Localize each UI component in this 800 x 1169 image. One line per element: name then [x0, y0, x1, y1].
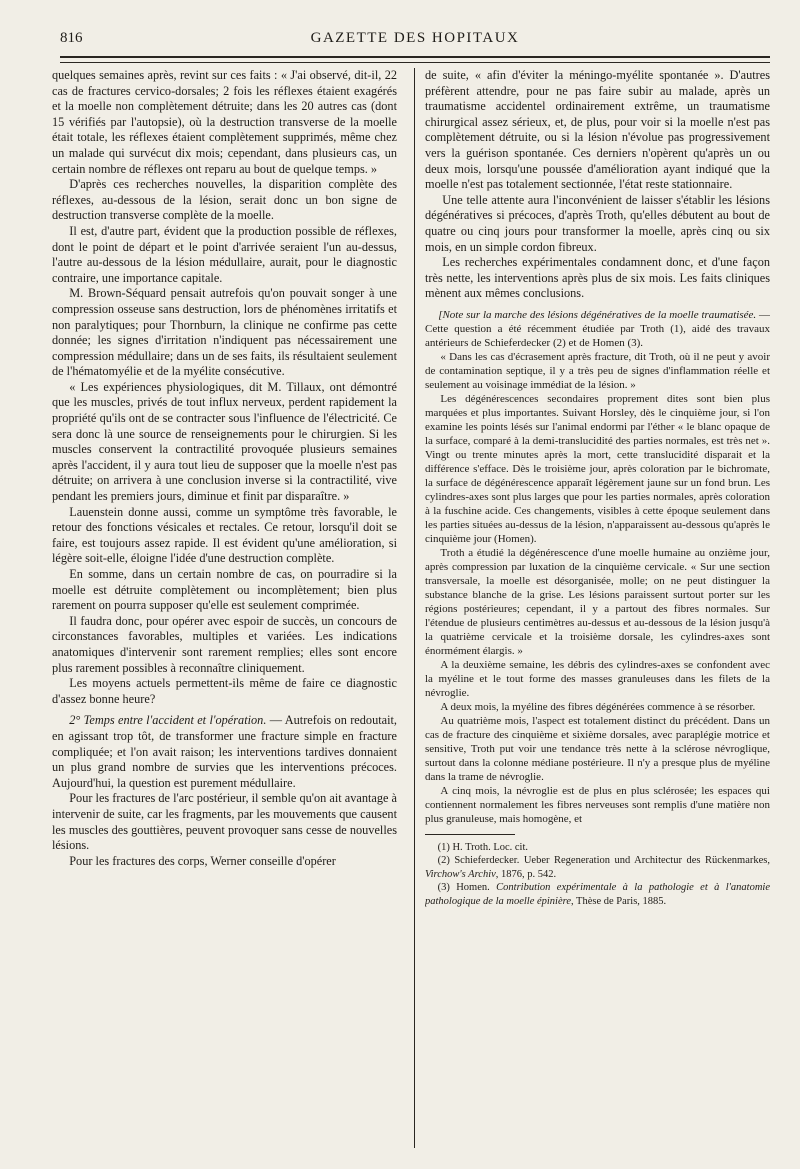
page-number: 816	[60, 30, 83, 46]
section-2-heading: 2° Temps entre l'accident et l'opération.	[69, 713, 267, 728]
paragraph: Les recherches expérimentales condamnent donc, et d'une façon très nette, les interventions après plus de six mois. Les faits cliniques mènent aux mêmes conclusions.	[425, 255, 770, 301]
footnote-work: Virchow's Archiv	[425, 868, 496, 880]
section-2-text: — Autrefois on redoutait, en agissant trop tôt, de transformer une fracture simple en fracture compliquée; et l'on avait raison; les interventions tardives donnaient un plus grand nombre de survies que les interventions précoces. Aujourd'hui, la question est purement médullaire.	[52, 713, 397, 790]
paragraph: A deux mois, la myéline des fibres dégénérées commence à se résorber.	[440, 700, 756, 713]
footnote-ref: , 1876, p. 542.	[495, 868, 557, 880]
footnote-work: Contribution expérimentale à la pathologie et à l'anatomie pathologique de la moelle épinière	[425, 882, 770, 907]
footnote-author: (2) Schieferdecker. Ueber Regeneration und Architectur des Rückenmarkes,	[437, 855, 770, 867]
note-paragraph	[425, 308, 770, 350]
header-rule-thin	[60, 62, 770, 63]
journal-title: GAZETTE DES HOPITAUX	[310, 30, 520, 46]
paragraph: A cinq mois, la névroglie est de plus en plus sclérosée; les espaces qui contiennent normalement les fibres nerveuses sont remplis d'une matière non plus granuleuse, mais homogène, et	[425, 784, 770, 825]
paragraph: Il est, d'autre part, évident que la production possible de réflexes, dont le point de départ et le point d'arrivée seraient l'un au-dessus, l'autre au-dessous de la lésion médullaire, aurait, pour le diagnostic contraire, une importance capitale.	[52, 223, 397, 285]
paragraph: Troth a étudié la dégénérescence d'une moelle humaine au onzième jour, après compression par luxation de la cinquième cervicale. « Sur une section transversale, la moelle est désorganisée, molle; on ne peut distinguer la substance blanche de la grise. Les lésions paraissent surtout porter sur les régions postérieures; cependant, il y a partout des fibres normales. Sur l'étendue de plusieurs centimètres au-dessus et au-dessous de la lésion jusqu'à la quatrième cervicale et la troisième dorsale, les cylindres-axes sont énormément élargis. »	[425, 546, 770, 657]
footnote	[425, 881, 770, 908]
header-rule-thick	[60, 56, 770, 58]
paragraph: Une telle attente aura l'inconvénient de laisser s'établir les lésions dégénératives si précoces, d'après Troth, qu'elles débutent au bout de quatre ou cinq jours pour transformer la moelle, après cinq ou six mois, en un simple cordon fibreux.	[425, 192, 770, 254]
paragraph: D'après ces recherches nouvelles, la disparition complète des réflexes, au-dessous de la lésion, serait donc un bon signe de destruction transverse complète de la moelle.	[52, 177, 397, 223]
section-2-paragraph	[52, 713, 397, 791]
footnote	[425, 854, 770, 881]
paragraph: Les moyens actuels permettent-ils même de faire ce diagnostic d'assez bonne heure?	[52, 676, 397, 706]
left-column	[52, 68, 397, 1148]
column-divider	[414, 68, 415, 1148]
paragraph: Lauenstein donne aussi, comme un symptôme très favorable, le retour des fonctions vésicales et rectales. Ce retour, lorsqu'il doit se faire, est toujours assez rapide. Il est évident qu'une amélioration, si légère soit-elle, éloigne l'idée d'une destruction complète.	[52, 504, 397, 566]
paragraph: Il faudra donc, pour opérer avec espoir de succès, un concours de circonstances favorables, multiples et variées. Les indications anatomiques d'intervenir sont rarement remplies; elles sont encore plus rarement possibles à reconnaître cliniquement.	[52, 613, 397, 675]
paragraph: « Les expériences physiologiques, dit M. Tillaux, ont démontré que les muscles, privés de tout influx nerveux, perdent rapidement la propriété qu'ils ont de se contracter sous l'influence de l'électricité. Ce sera donc là une source de renseignements pour le chirurgien. Si les muscles conservent la contractilité provoquée plusieurs semaines après l'accident, il y aura tout lieu de supposer que la moelle n'est pas détruite; on arrivera à une conclusion inverse si la contractilité, vive pendant les premiers jours, diminue et finit par disparaître. »	[52, 379, 397, 504]
paragraph: Au quatrième mois, l'aspect est totalement distinct du précédent. Dans un cas de fracture des cinquième et sixième dorsales, avec paraplégie motrice et sensitive, Troth put voir une tendance très nette à la sclérose névroglique, surtout dans la colonne médiane postérieure. Il n'y a presque plus de myéline dans la trame de névroglie.	[425, 714, 770, 783]
paragraph: quelques semaines après, revint sur ces faits : « J'ai observé, dit-il, 22 cas de fractures cervico-dorsales; 2 fois les réflexes étaient exagérés et la moelle non complètement détruite; dans les 20 autres cas (dont 15 vérifiés par l'autopsie), où la destruction transverse de la moelle était totale, les réflexes étaient complètement supprimés, même chez un malade qui survécut dix mois; cependant, dans plusieurs cas, un certain nombre de réflexes ont reparu au bout de quelque temps. »	[52, 68, 397, 176]
note-heading: [Note sur la marche des lésions dégénératives de la moelle traumatisée.	[438, 308, 757, 321]
footnote: (1) H. Troth. Loc. cit.	[437, 841, 529, 853]
paragraph: En somme, dans un certain nombre de cas, on pourradire si la moelle est détruite complètement ou incomplètement; bien plus rarement on pourra supposer qu'elle est seulement comprimée.	[52, 567, 397, 613]
note-text: — Cette question a été récemment étudiée par Troth (1), aidé des travaux antérieurs de Schieferdecker (2) et de Homen (3).	[425, 308, 770, 349]
paragraph: de suite, « afin d'éviter la méningo-myélite spontanée ». D'autres préfèrent attendre, pour ne pas faire subir au malade, après un traumatisme accidentel ordinairement extrême, un traumatisme chirurgical assez sérieux, et, de plus, pour voir si la moelle n'est pas complètement détruite, ou si la lésion n'évolue pas progressivement vers la guérison spontanée. Ces derniers n'opèrent qu'après un ou deux mois, lorsqu'une poussée d'amélioration ayant indiqué que la moelle n'est pas totalement sectionnée, l'état reste stationnaire.	[425, 68, 770, 192]
footnote-ref: , Thèse de Paris, 1885.	[571, 895, 667, 907]
page-header	[60, 30, 770, 52]
footnote-rule	[425, 834, 515, 835]
footnote-author: (3) Homen.	[437, 882, 497, 894]
paragraph: A la deuxième semaine, les débris des cylindres-axes se confondent avec la myéline et le tout forme des masses granuleuses dans les filets de la névroglie.	[425, 658, 770, 699]
paragraph: Pour les fractures des corps, Werner conseille d'opérer	[69, 853, 336, 868]
paragraph: Pour les fractures de l'arc postérieur, il semble qu'on ait avantage à intervenir de suite, car les fragments, par les mouvements que causent les muscles des gouttières, peuvent provoquer sans cesse de nouvelles lésions.	[52, 791, 397, 853]
right-column	[425, 68, 770, 1148]
paragraph: Les dégénérescences secondaires proprement dites sont bien plus marquées et plus importantes. Suivant Horsley, dès le cinquième jour, si l'on examine les points lésés sur l'animal endormi par l'éther « le blanc opaque de la surface, comparé à la demi-translucidité des parties normales, est très net ». Vingt ou trente minutes après la mort, cette translucidité disparait et la différence s'efface. Dès le troisième jour, après coloration par le bichromate, la surface de dégénérescence apparaît légèrement jaune sur un fond brun. Les cylindres-axes sont plus larges que pour les parties normales, après coloration à la fuschine acide. Ces changements, visibles à cette époque seulement dans les parties situées au-dessus de la lésion, n'apparaissent au-dessous qu'après le cinquième jour (Homen).	[425, 392, 770, 545]
paragraph: « Dans les cas d'écrasement après fracture, dit Troth, où il ne peut y avoir de contamination septique, il y a très peu de signes d'inflammation réelle et seulement au voisinage immédiat de la lésion. »	[425, 350, 770, 391]
paragraph: M. Brown-Séquard pensait autrefois qu'on pouvait songer à une compression osseuse sans destruction, lors de phénomènes irritatifs et non paralytiques; pour Thornburn, la clinique ne confirme pas cette donnée; les signes d'irritation n'indiquent pas nécessairement une compression médullaire; dans un de ses faits, ils résultaient seulement de l'hématomyélie et de la myélite consécutive.	[52, 286, 397, 379]
